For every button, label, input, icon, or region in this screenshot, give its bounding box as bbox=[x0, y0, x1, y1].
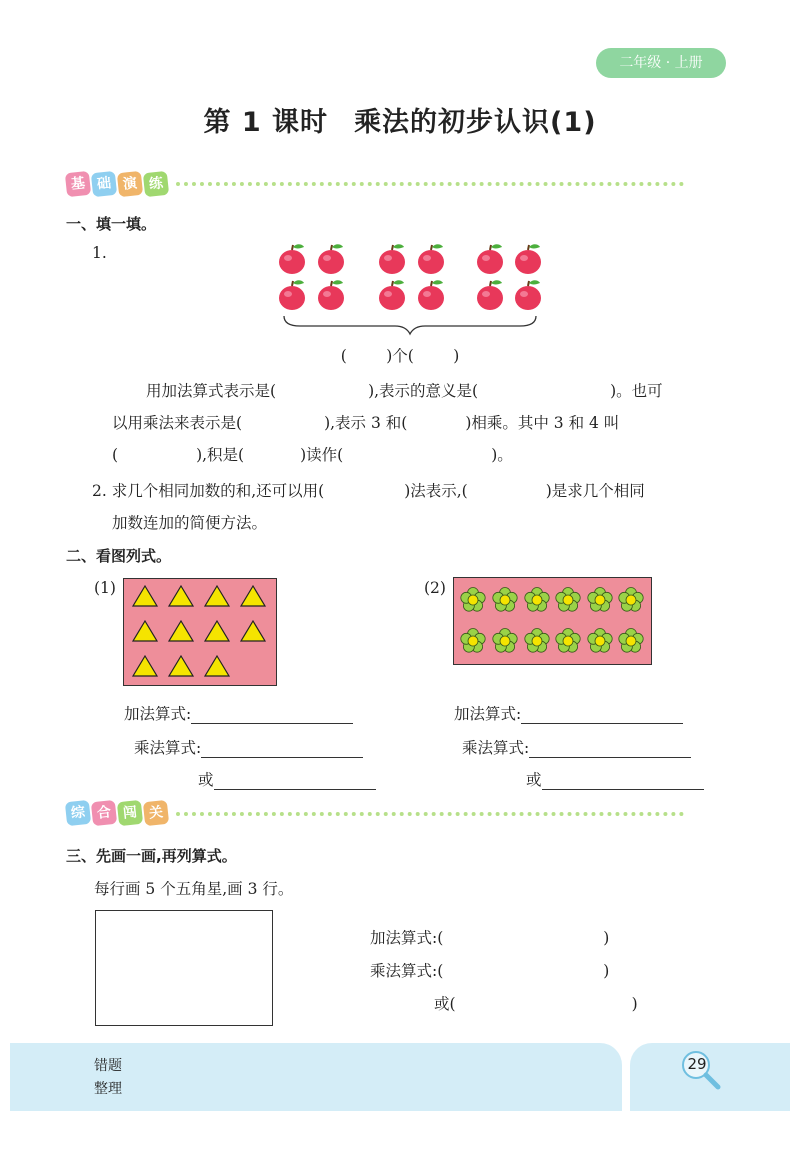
part3-mul-row bbox=[370, 959, 609, 981]
text: )法表示,( bbox=[404, 482, 468, 500]
page-title bbox=[0, 100, 800, 139]
section-tag-basic bbox=[66, 172, 168, 198]
mul-label: 乘法算式: bbox=[134, 739, 202, 757]
part3-heading: 三、先画一画,再列算式。 bbox=[66, 847, 237, 865]
sub2-mul-row bbox=[462, 736, 691, 758]
section-divider bbox=[176, 182, 684, 186]
apple-icon bbox=[318, 244, 344, 274]
part3-add-row bbox=[370, 926, 609, 948]
page-number: 29 bbox=[687, 1055, 707, 1073]
grade-badge: 二年级 · 上册 bbox=[596, 48, 726, 78]
text: )是求几个相同 bbox=[545, 482, 645, 500]
sub1-mul-row bbox=[134, 736, 363, 758]
apple-icon bbox=[418, 280, 444, 310]
section-char: 综 bbox=[65, 800, 91, 826]
apple-icon bbox=[318, 280, 344, 310]
brace bbox=[284, 316, 536, 334]
part1-heading: 一、填一填。 bbox=[66, 215, 157, 233]
apple-icon bbox=[477, 280, 503, 310]
apple-icon bbox=[379, 244, 405, 274]
q1-brace-label: ( )个( ) bbox=[340, 347, 460, 365]
text: )。 bbox=[491, 446, 513, 464]
section-char: 演 bbox=[117, 171, 143, 197]
section-divider bbox=[176, 812, 684, 816]
text: 以用乘法来表示是( bbox=[112, 414, 243, 432]
section-char: 闯 bbox=[117, 800, 143, 826]
triangle-panel bbox=[123, 578, 277, 686]
text: )。也可 bbox=[610, 382, 663, 400]
q1-number: 1. bbox=[92, 244, 107, 262]
apple-icon bbox=[279, 280, 305, 310]
error-notes-box[interactable] bbox=[10, 1043, 622, 1111]
lesson-number: 第 1 课时 bbox=[203, 107, 329, 138]
answer-line[interactable] bbox=[542, 773, 704, 790]
answer-line[interactable] bbox=[214, 773, 376, 790]
section-char: 练 bbox=[143, 171, 169, 197]
apple-icon bbox=[418, 244, 444, 274]
text: 用加法算式表示是( bbox=[146, 382, 277, 400]
sub1-or-row bbox=[198, 768, 376, 790]
q1-line1 bbox=[146, 379, 663, 401]
q1-line3 bbox=[112, 443, 513, 465]
add-label: 加法算式: bbox=[124, 705, 192, 723]
text: ) bbox=[603, 929, 610, 947]
or-label: 或 bbox=[526, 771, 542, 789]
section-char: 础 bbox=[91, 171, 117, 197]
add-label: 加法算式:( bbox=[370, 929, 444, 947]
apple-icon bbox=[515, 280, 541, 310]
sub1-add-row bbox=[124, 702, 353, 724]
section-char: 基 bbox=[65, 171, 91, 197]
error-notes-label-1: 错题 bbox=[94, 1058, 122, 1074]
answer-line[interactable] bbox=[191, 707, 353, 724]
answer-line[interactable] bbox=[529, 741, 691, 758]
drawing-box[interactable] bbox=[95, 910, 273, 1026]
flower-panel bbox=[453, 577, 653, 665]
q1-line2 bbox=[112, 411, 619, 433]
error-notes-label-2: 整理 bbox=[94, 1081, 122, 1097]
text: ) bbox=[631, 995, 638, 1013]
text: ) bbox=[603, 962, 610, 980]
part3-or-row bbox=[434, 992, 638, 1014]
sub2-add-row bbox=[454, 702, 683, 724]
part2-heading: 二、看图列式。 bbox=[66, 547, 172, 565]
apple-icon bbox=[477, 244, 503, 274]
text: )读作( bbox=[300, 446, 344, 464]
q2-line2: 加数连加的简便方法。 bbox=[112, 514, 268, 532]
text: ),表示 3 和( bbox=[324, 414, 408, 432]
text: )相乘。其中 3 和 4 叫 bbox=[465, 414, 620, 432]
apple-icon bbox=[515, 244, 541, 274]
sub2-number: (2) bbox=[424, 579, 446, 597]
lesson-title: 乘法的初步认识(1) bbox=[354, 107, 597, 138]
apple-group bbox=[270, 238, 550, 338]
apple-icon bbox=[379, 280, 405, 310]
text: ( bbox=[112, 446, 119, 464]
apple-icon bbox=[279, 244, 305, 274]
text: ),表示的意义是( bbox=[368, 382, 479, 400]
or-label: 或( bbox=[434, 995, 456, 1013]
q2-line1 bbox=[92, 479, 645, 501]
sub1-number: (1) bbox=[94, 579, 116, 597]
answer-line[interactable] bbox=[201, 741, 363, 758]
or-label: 或 bbox=[198, 771, 214, 789]
mul-label: 乘法算式:( bbox=[370, 962, 444, 980]
part3-instruction: 每行画 5 个五角星,画 3 行。 bbox=[94, 880, 294, 898]
sub2-or-row bbox=[526, 768, 704, 790]
section-char: 关 bbox=[143, 800, 169, 826]
section-tag-comprehensive bbox=[66, 801, 168, 827]
answer-line[interactable] bbox=[521, 707, 683, 724]
text: ),积是( bbox=[196, 446, 245, 464]
section-char: 合 bbox=[91, 800, 117, 826]
mul-label: 乘法算式: bbox=[462, 739, 530, 757]
add-label: 加法算式: bbox=[454, 705, 522, 723]
text: 2. 求几个相同加数的和,还可以用( bbox=[92, 482, 325, 500]
